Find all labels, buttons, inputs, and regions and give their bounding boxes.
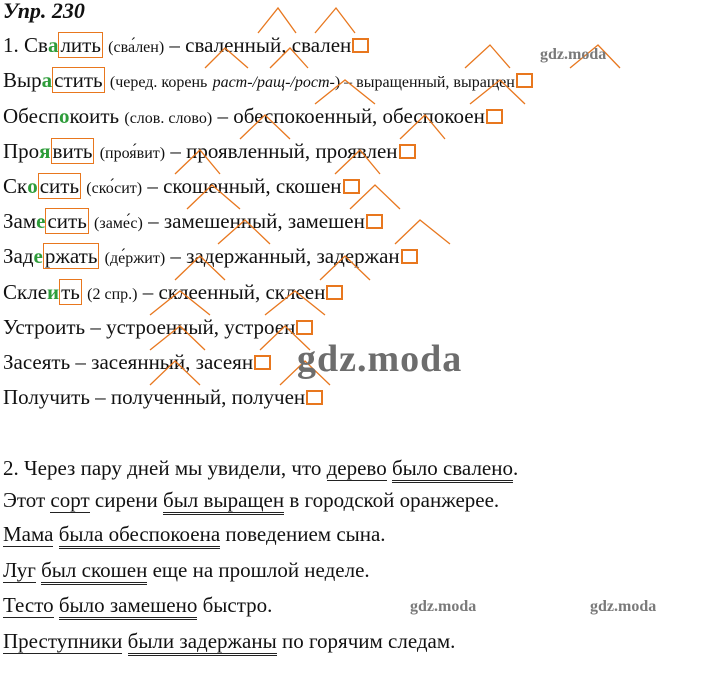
zero-ending-box <box>352 38 369 53</box>
note: (де́ржит) <box>104 250 166 267</box>
zero-ending-box <box>486 109 503 124</box>
part1-line-7 <box>3 243 418 272</box>
zero-ending-box <box>343 179 360 194</box>
text: Выр <box>3 68 42 92</box>
text: по горячим следам. <box>276 629 456 653</box>
subject: Луг <box>3 558 36 582</box>
stressed-vowel: а <box>47 33 59 57</box>
text: Этот <box>3 488 51 512</box>
stressed-vowel: е <box>36 209 46 233</box>
part1-line-8 <box>3 279 343 308</box>
note-roots: раст-/ращ-/рост- <box>212 74 335 91</box>
part1-line-11 <box>3 384 323 410</box>
text: – склеенный, склеен <box>142 280 326 304</box>
part2-line-2 <box>3 487 499 513</box>
ending: сить <box>39 174 80 198</box>
note: (2 спр.) <box>87 286 138 303</box>
part1-line-4 <box>3 138 416 167</box>
part1-line-1 <box>3 32 369 61</box>
root-arc <box>315 8 355 33</box>
ending: лить <box>60 33 101 57</box>
ending: сить <box>47 209 87 233</box>
subject: Тесто <box>3 593 54 617</box>
predicate: был выращен <box>163 488 284 515</box>
zero-ending-box <box>296 320 313 335</box>
part1-line-2 <box>3 67 533 96</box>
stressed-vowel: е <box>33 244 43 268</box>
part2-line-6 <box>3 628 455 654</box>
exercise-title: Упр. 230 <box>3 0 85 23</box>
part2-line-5 <box>3 592 272 618</box>
text: . <box>512 456 519 480</box>
zero-ending-box <box>326 285 343 300</box>
part1-line-3 <box>3 103 503 132</box>
predicate: было замешено <box>59 593 197 620</box>
note: (ско́сит) <box>86 180 143 197</box>
watermark: gdz.moda <box>590 598 657 615</box>
ending: ржать <box>44 244 98 268</box>
predicate: были задержаны <box>128 629 277 656</box>
zero-ending-box <box>516 73 533 88</box>
part1-line-5 <box>3 173 360 202</box>
part2-line-3 <box>3 521 386 547</box>
predicate: был скошен <box>41 558 147 585</box>
subject: дерево <box>326 456 387 480</box>
text: Скле <box>3 280 48 304</box>
text: еще на прошлой неделе. <box>147 558 370 582</box>
root-arc <box>395 220 450 244</box>
root-arc <box>465 45 510 68</box>
zero-ending-box <box>254 355 271 370</box>
ending: стить <box>54 68 103 92</box>
text: ) – выращенный, выращен <box>334 74 515 91</box>
predicate: была обеспокоена <box>59 522 220 549</box>
subject: сорт <box>50 488 90 512</box>
ending: вить <box>52 139 93 163</box>
zero-ending-box <box>306 390 323 405</box>
text: – задержанный, задержан <box>170 244 400 268</box>
ending: ть <box>61 280 80 304</box>
text: – замешенный, замешен <box>148 209 365 233</box>
text <box>122 629 127 653</box>
note: (черед. корень <box>109 74 208 91</box>
text: – проявленный, проявлен <box>170 139 398 163</box>
part2-line-4 <box>3 557 370 583</box>
text: коить <box>69 104 120 128</box>
part1-line-10 <box>3 349 271 375</box>
subject: Преступники <box>3 629 123 653</box>
text: Устроить – устроенный, устроен <box>3 315 296 339</box>
zero-ending-box <box>399 144 416 159</box>
zero-ending-box <box>401 249 418 264</box>
part1-line-9 <box>3 314 313 340</box>
text: Получить – полученный, получен <box>3 385 306 409</box>
text: 2. Через пару дней мы увидели, что <box>3 456 327 480</box>
predicate: было свалено <box>392 456 513 483</box>
text: Зам <box>3 209 37 233</box>
note: (слов. слово) <box>124 110 213 127</box>
stressed-vowel: а <box>41 68 53 92</box>
note: (сва́лен) <box>108 39 165 56</box>
stressed-vowel: и <box>47 280 60 304</box>
part1-line-6 <box>3 208 383 237</box>
watermark: gdz.moda <box>410 598 477 615</box>
text <box>53 522 58 546</box>
stressed-vowel: о <box>58 104 70 128</box>
text: Обесп <box>3 104 59 128</box>
text: быстро. <box>197 593 273 617</box>
text: Ск <box>3 174 28 198</box>
stressed-vowel: о <box>27 174 38 198</box>
note: (проя́вит) <box>99 145 166 162</box>
text: Засеять – засеянный, засеян <box>3 350 254 374</box>
text: – сваленный, свален <box>169 33 352 57</box>
root-arc <box>258 8 296 33</box>
text: – скошенный, скошен <box>147 174 342 198</box>
text: 1. Св <box>3 33 48 57</box>
subject: Мама <box>3 522 54 546</box>
part2-line-1 <box>3 455 518 481</box>
text: Про <box>3 139 40 163</box>
text: поведением сына. <box>220 522 386 546</box>
watermark: gdz.moda <box>540 46 607 63</box>
note: (заме́с) <box>94 215 143 232</box>
watermark: gdz.moda <box>297 338 463 380</box>
text: в городской оранжерее. <box>284 488 500 512</box>
text: сирени <box>89 488 164 512</box>
text: Зад <box>3 244 34 268</box>
stressed-vowel: я <box>39 139 51 163</box>
zero-ending-box <box>366 214 383 229</box>
text: – обеспокоенный, обеспокоен <box>217 104 485 128</box>
